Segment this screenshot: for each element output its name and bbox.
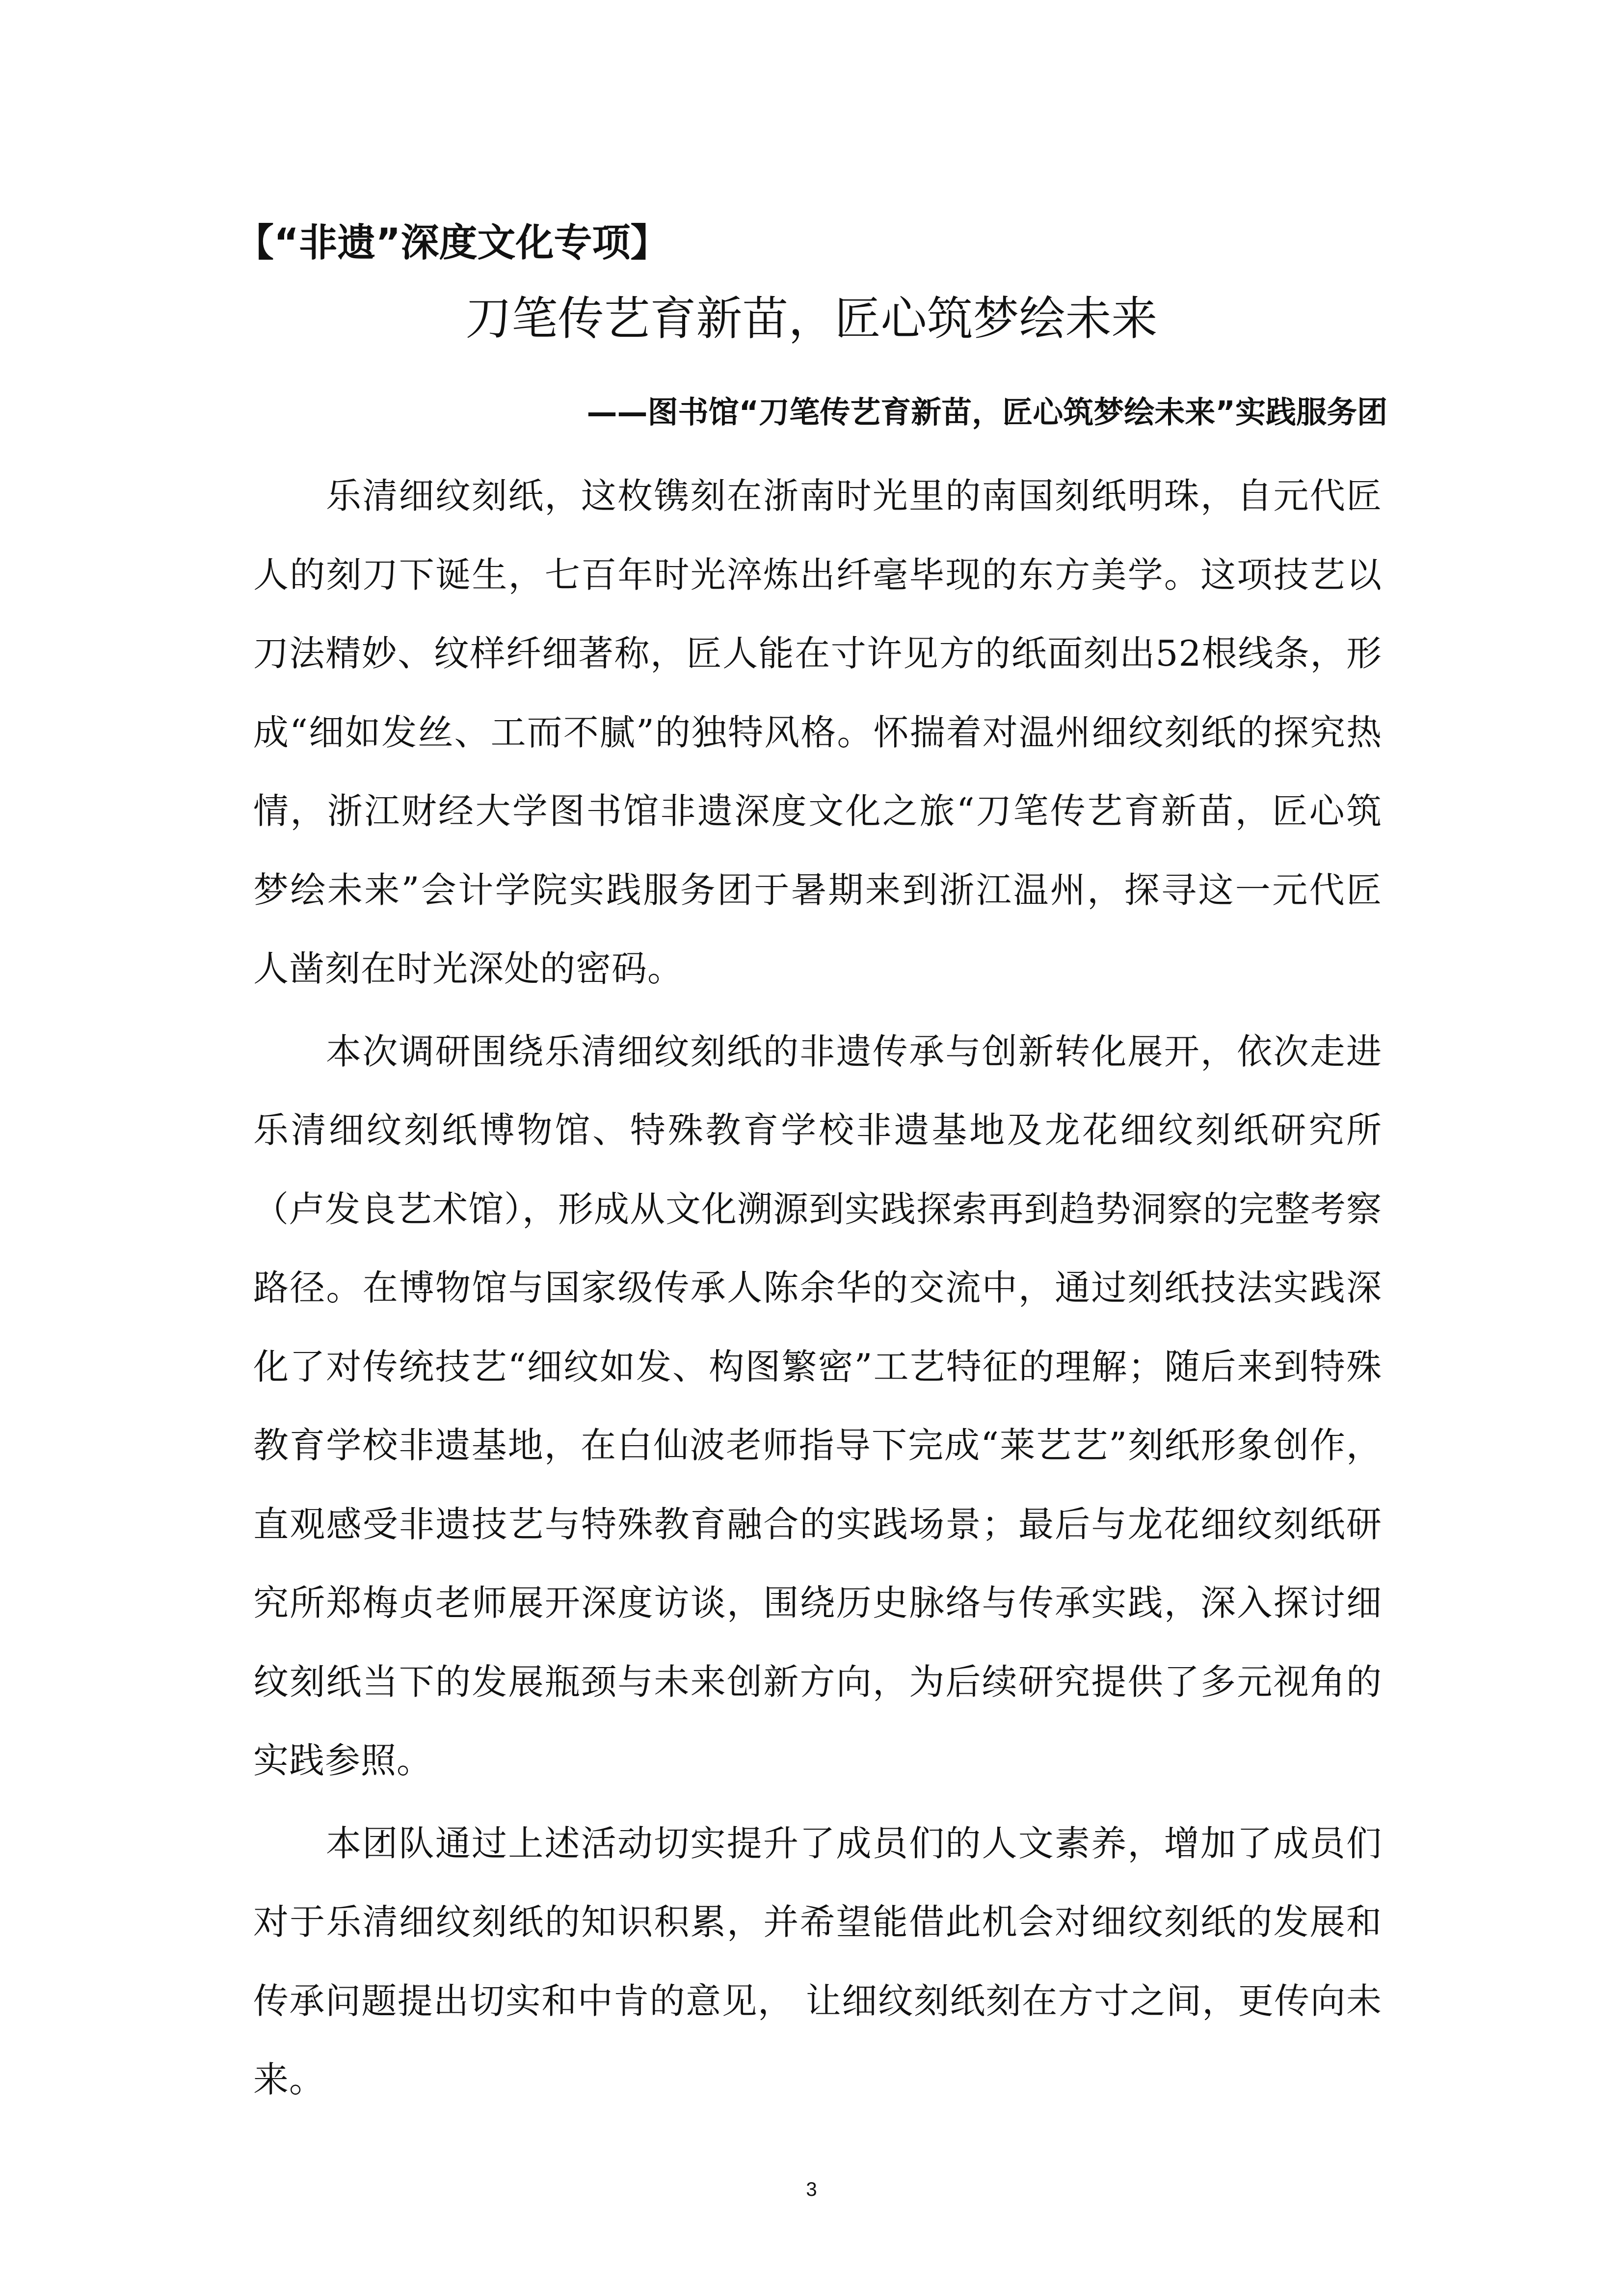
article-body bbox=[253, 457, 1382, 2123]
page-number: 3 bbox=[806, 2179, 817, 2200]
paragraph-2: 本次调研围绕乐清细纹刻纸的非遗传承与创新转化展开，依次走进乐清细纹刻纸博物馆、特殊教育学校非遗基地及龙花细纹刻纸研究所（卢发良艺术馆），形成从文化溯源到实践探索再到趋势洞察的完整考察路径。在博物馆与国家级传承人陈余华的交流中，通过刻纸技法实践深化了对传统技艺“细纹如发、构图繁密”工艺特征的理解；随后来到特殊教育学校非遗基地，在白仙波老师指导下完成“莱艺艺”刻纸形象创作，直观感受非遗技艺与特殊教育融合的实践场景；最后与龙花细纹刻纸研究所郑梅贞老师展开深度访谈，围绕历史脉络与传承实践，深入探讨细纹刻纸当下的发展瓶颈与未来创新方向，为后续研究提供了多元视角的实践参照。 bbox=[253, 1030, 1383, 1781]
article-subtitle: ——图书馆“刀笔传艺育新苗，匠心筑梦绘未来”实践服务团 bbox=[586, 394, 1387, 430]
paragraph-1: 乐清细纹刻纸，这枚镌刻在浙南时光里的南国刻纸明珠，自元代匠人的刻刀下诞生，七百年时光淬炼出纤毫毕现的东方美学。这项技艺以刀法精妙、纹样纤细著称，匠人能在寸许见方的纸面刻出52根线条，形成“细如发丝、工而不腻”的独特风格。怀揣着对温州细纹刻纸的探究热情，浙江财经大学图书馆非遗深度文化之旅“刀笔传艺育新苗，匠心筑梦绘未来”会计学院实践服务团于暑期来到浙江温州，探寻这一元代匠人凿刻在时光深处的密码。 bbox=[253, 475, 1382, 989]
article-title: 刀笔传艺育新苗，匠心筑梦绘未来 bbox=[465, 292, 1158, 346]
section-tag: 【“非遗”深度文化专项】 bbox=[236, 221, 669, 265]
paragraph-3: 本团队通过上述活动切实提升了成员们的人文素养，增加了成员们对于乐清细纹刻纸的知识积累，并希望能借此机会对细纹刻纸的发展和传承问题提出切实和中肯的意见， 让细纹刻纸刻在方寸之间，更传向未来。 bbox=[253, 1822, 1382, 2100]
